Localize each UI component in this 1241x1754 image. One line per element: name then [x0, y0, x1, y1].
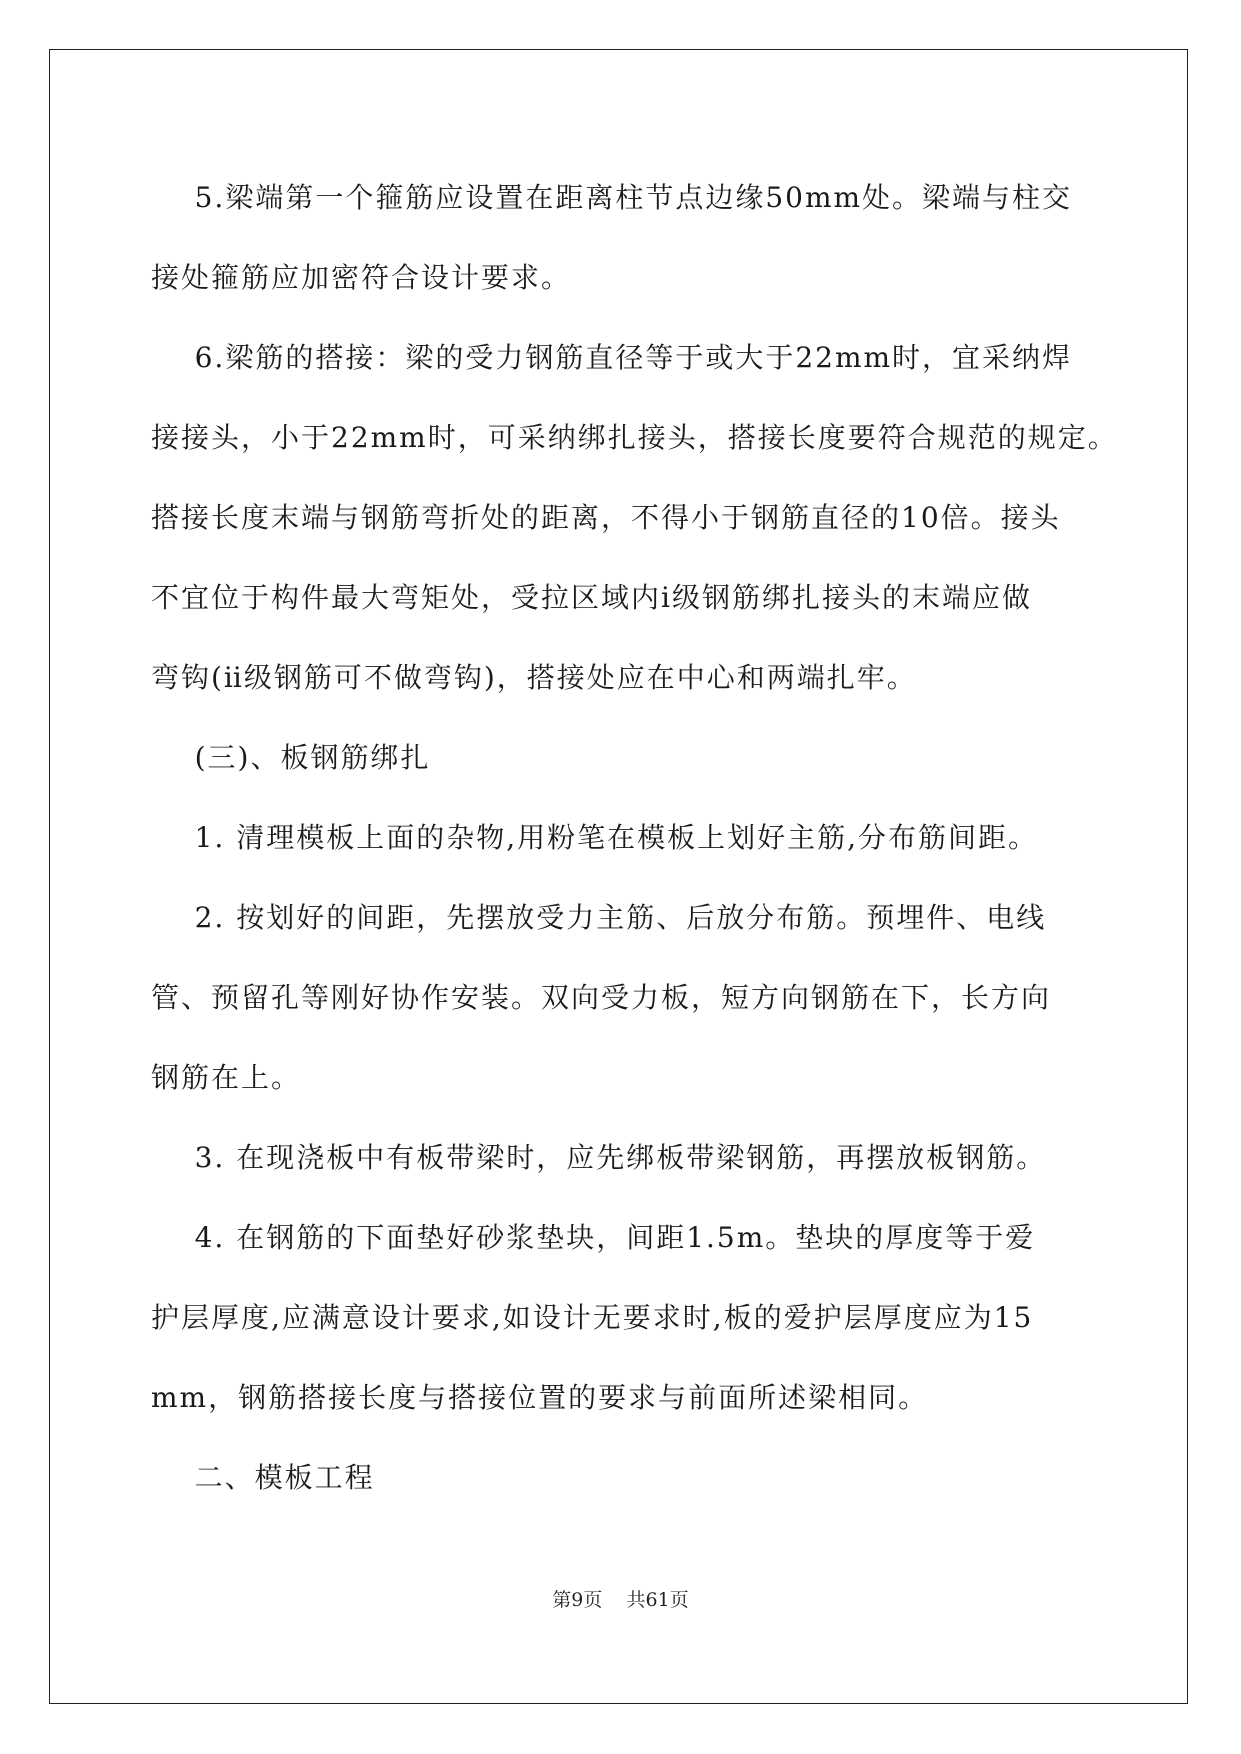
paragraph-line: 钢筋在上。	[151, 1061, 302, 1094]
paragraph-line: 5.梁端第一个箍筋应设置在距离柱节点边缘50mm处。梁端与柱交	[151, 181, 1073, 214]
paragraph-line: 2. 按划好的间距，先摆放受力主筋、后放分布筋。预埋件、电线	[151, 901, 1047, 934]
paragraph-line: 6.梁筋的搭接：梁的受力钢筋直径等于或大于22mm时，宜采纳焊	[151, 341, 1073, 374]
paragraph-line: 3. 在现浇板中有板带梁时，应先绑板带梁钢筋，再摆放板钢筋。	[151, 1141, 1047, 1174]
section-heading: 二、模板工程	[151, 1461, 375, 1494]
section-heading: (三)、板钢筋绑扎	[151, 741, 431, 774]
paragraph-line: 管、预留孔等刚好协作安装。双向受力板，短方向钢筋在下，长方向	[151, 981, 1052, 1014]
paragraph-line: 不宜位于构件最大弯矩处，受拉区域内ⅰ级钢筋绑扎接头的末端应做	[151, 581, 1032, 614]
total-suffix: 页	[669, 1589, 689, 1611]
paragraph-line: mm，钢筋搭接长度与搭接位置的要求与前面所述梁相同。	[151, 1381, 929, 1414]
paragraph-line: 护层厚度,应满意设计要求,如设计无要求时,板的爱护层厚度应为15	[151, 1301, 1034, 1334]
paragraph-line: 弯钩(ⅱ级钢筋可不做弯钩)，搭接处应在中心和两端扎牢。	[151, 661, 917, 694]
total-pages: 61	[645, 1589, 670, 1611]
document-body	[151, 158, 1118, 1518]
paragraph-line: 4. 在钢筋的下面垫好砂浆垫块，间距1.5m。垫块的厚度等于爱	[151, 1221, 1036, 1254]
page-footer	[0, 1585, 1241, 1612]
total-prefix: 共	[626, 1589, 646, 1611]
page-suffix: 页	[583, 1589, 603, 1611]
paragraph-line: 接接头，小于22mm时，可采纳绑扎接头，搭接长度要符合规范的规定。	[151, 421, 1118, 454]
paragraph-line: 搭接长度末端与钢筋弯折处的距离，不得小于钢筋直径的10倍。接头	[151, 501, 1061, 534]
page-prefix: 第	[552, 1589, 572, 1611]
paragraph-line: 1. 清理模板上面的杂物,用粉笔在模板上划好主筋,分布筋间距。	[151, 821, 1039, 854]
paragraph-line: 接处箍筋应加密符合设计要求。	[151, 261, 572, 294]
page-number: 9	[571, 1589, 584, 1611]
